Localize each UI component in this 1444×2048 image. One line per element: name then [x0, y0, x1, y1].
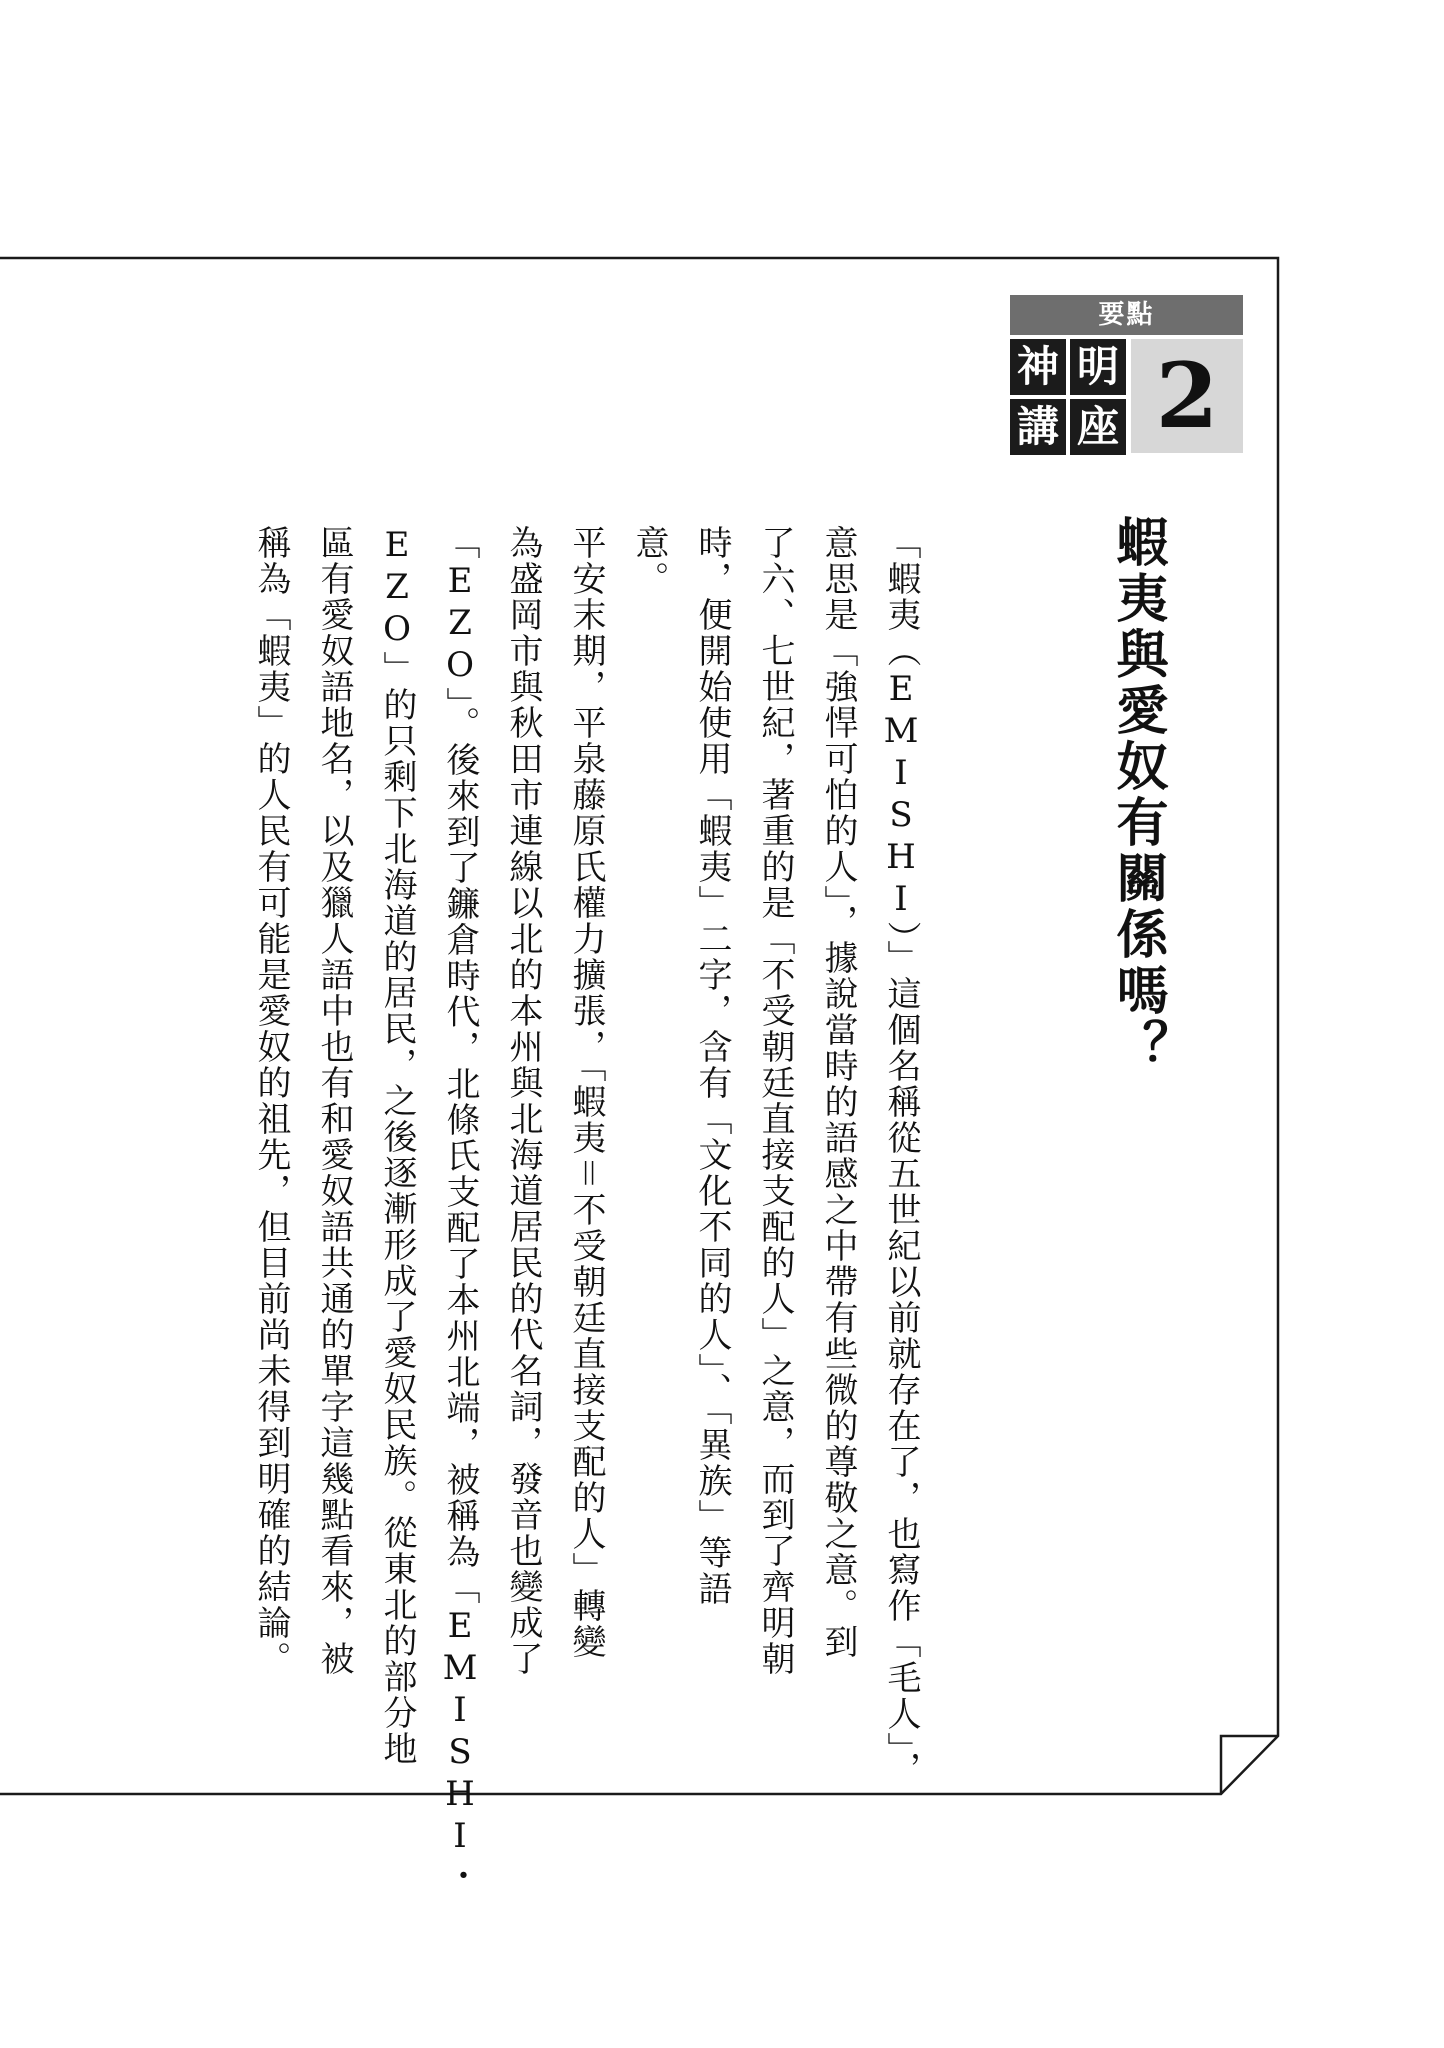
paragraph-line: 了六、七世紀，著重的是「不受朝廷直接支配的人」之意，而到了齊明朝: [755, 525, 795, 1677]
badge-top-label: 要點: [1010, 295, 1243, 335]
paragraph-line: 意思是「強悍可怕的人」，據說當時的語感之中帶有些微的尊敬之意。到: [818, 525, 858, 1660]
badge-char: 座: [1070, 399, 1126, 455]
paragraph-line: 稱為「蝦夷」的人民有可能是愛奴的祖先，但目前尚未得到明確的結論。: [251, 525, 291, 1677]
page-title: 蝦夷與愛奴有關係嗎？: [1107, 515, 1167, 1075]
paragraph-line: 「蝦夷（EMISHI）」這個名稱從五世紀以前就存在了，也寫作「毛人」，: [881, 525, 921, 1787]
paragraph-line: 「EZO」。後來到了鐮倉時代，北條氏支配了本州北端，被稱為「EMISHI・: [440, 525, 480, 1894]
badge-number: 2: [1131, 339, 1243, 453]
badge-title-chars: [1010, 339, 1128, 457]
paragraph-line: 意。: [629, 525, 669, 597]
badge-char: 神: [1010, 339, 1066, 395]
paragraph-line: EZO」的只剩下北海道的居民，之後逐漸形成了愛奴民族。從東北的部分地: [377, 525, 417, 1767]
badge-char: 明: [1070, 339, 1126, 395]
paragraph-line: 為盛岡市與秋田市連線以北的本州與北海道居民的代名詞，發音也變成了: [503, 525, 543, 1677]
badge-char: 講: [1010, 399, 1066, 455]
paragraph-line: 平安末期，平泉藤原氏權力擴張，「蝦夷＝不受朝廷直接支配的人」轉變: [566, 525, 606, 1660]
lecture-badge: [1010, 295, 1243, 457]
paragraph-line: 時，便開始使用「蝦夷」二字，含有「文化不同的人」、「異族」等語: [692, 525, 732, 1607]
paragraph-line: 區有愛奴語地名，以及獵人語中也有和愛奴語共通的單字這幾點看來，被: [314, 525, 354, 1677]
